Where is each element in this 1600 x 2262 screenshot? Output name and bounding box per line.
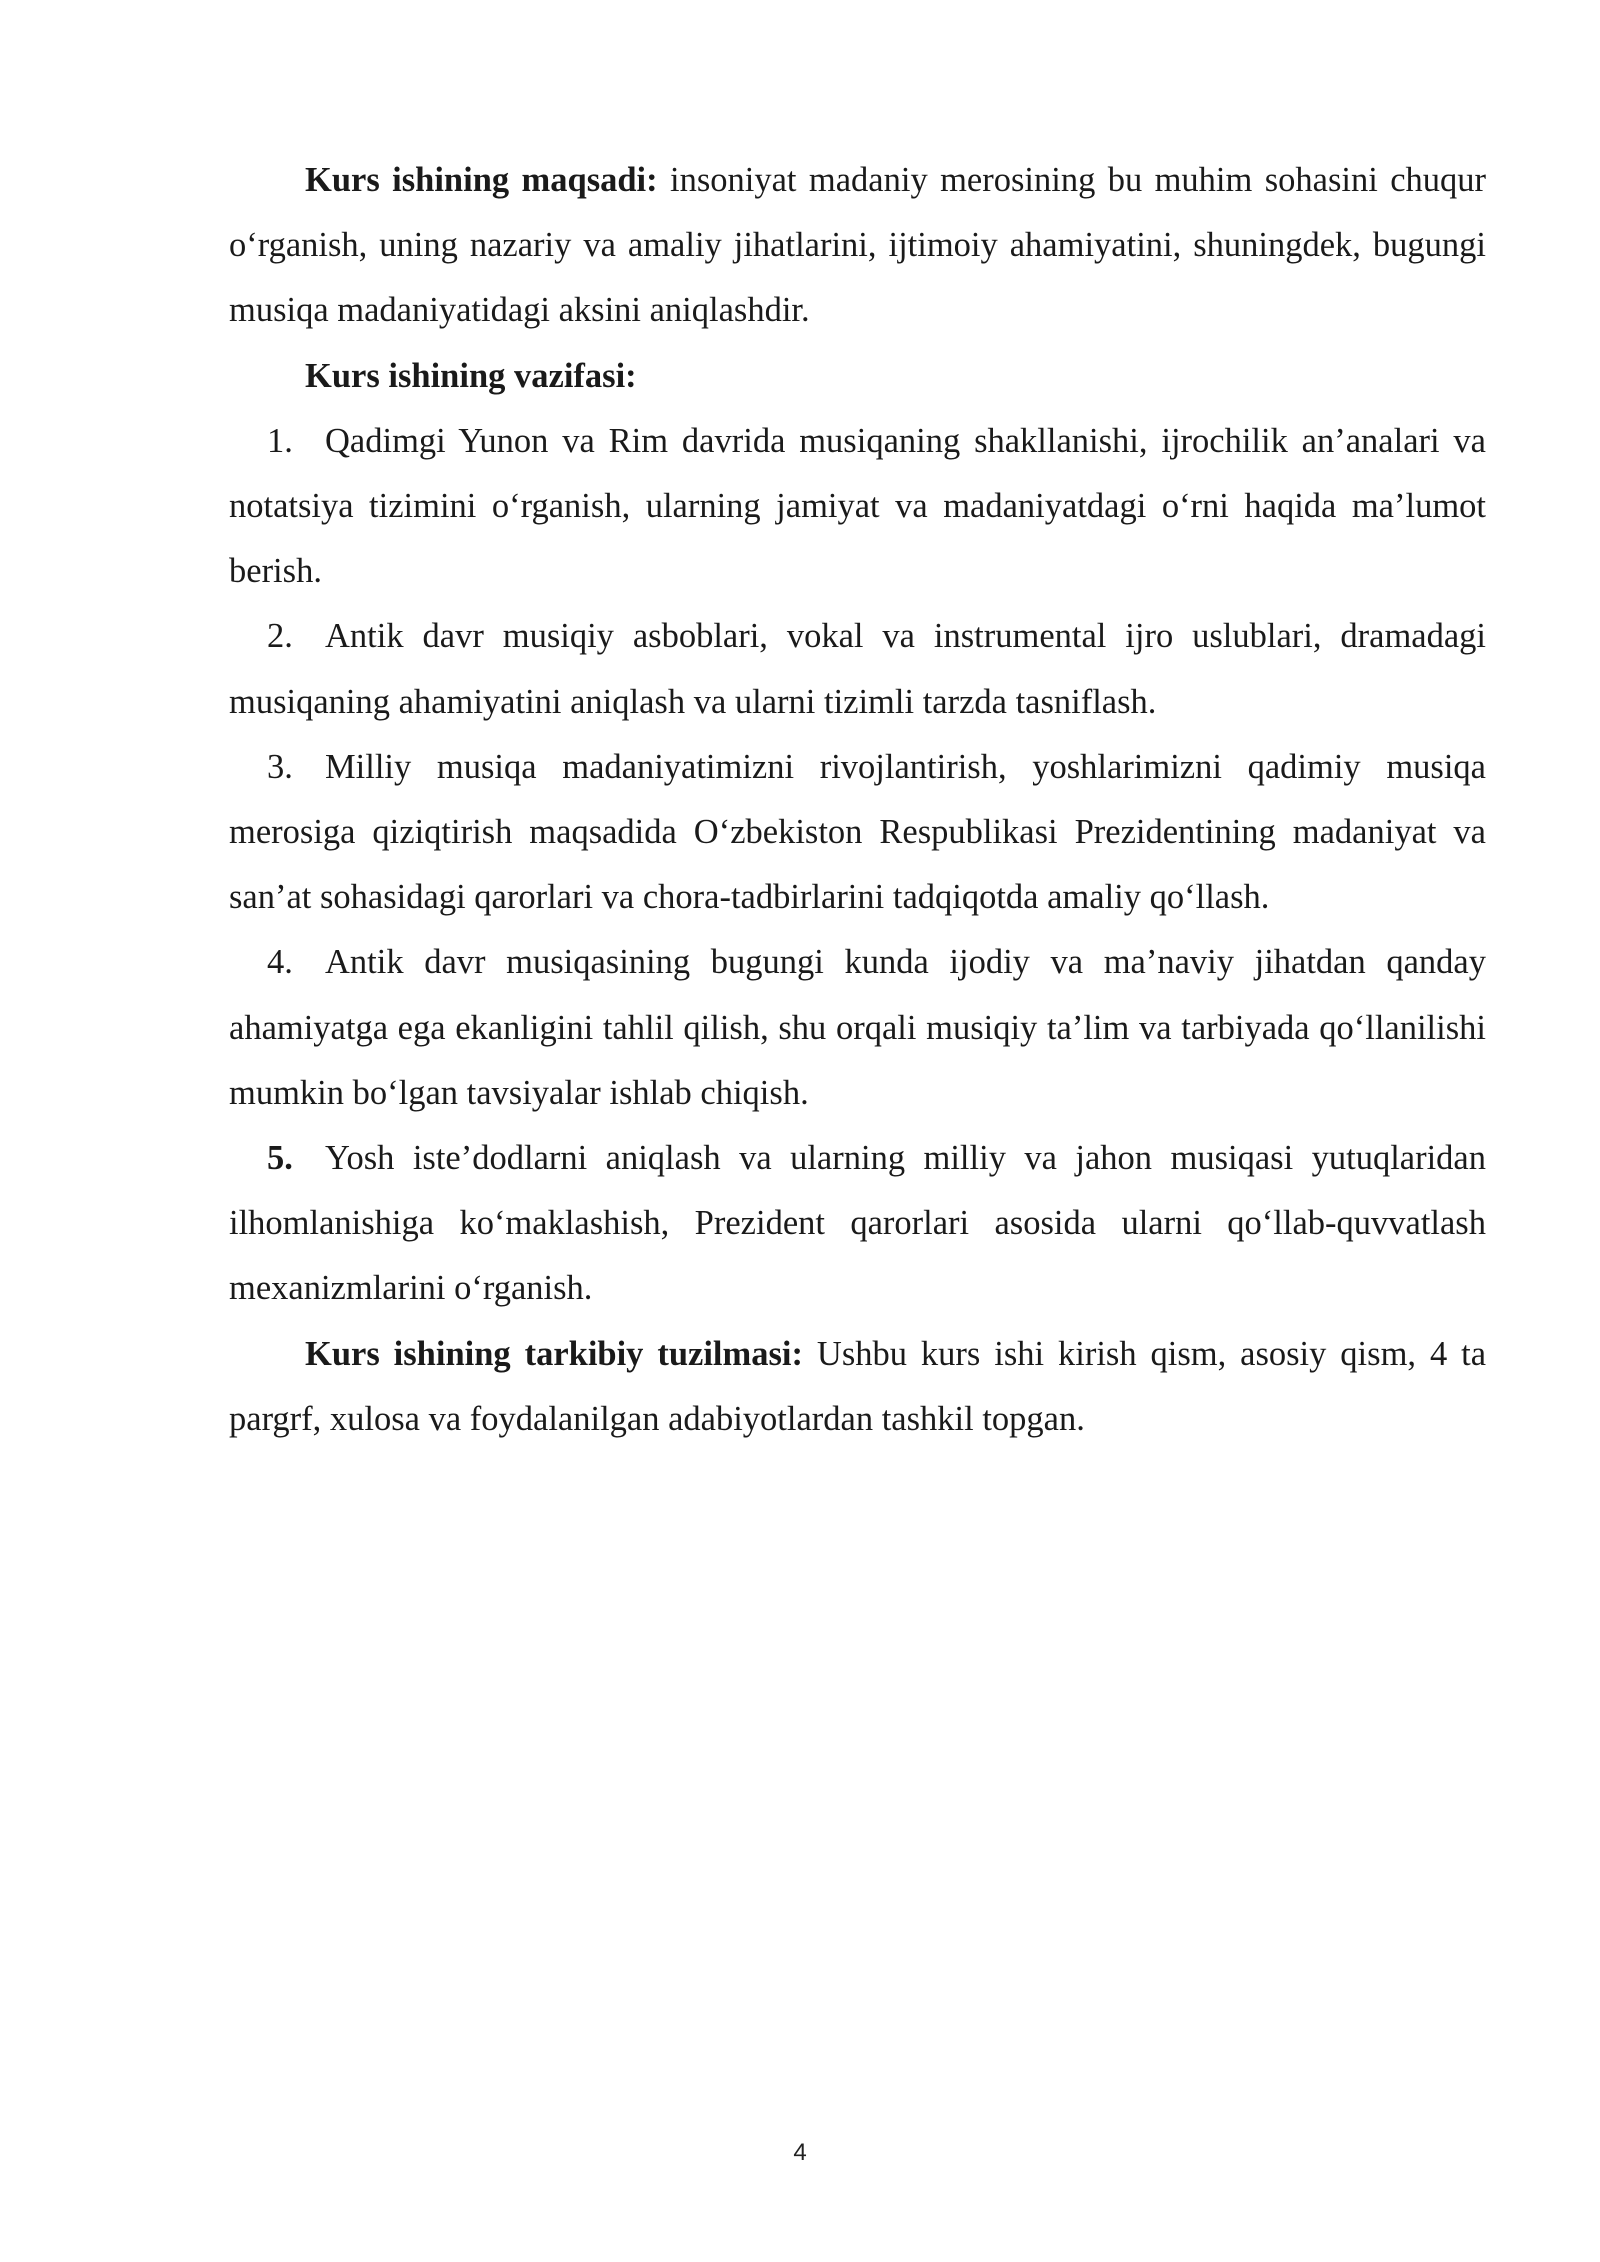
page-content <box>229 148 1486 1452</box>
tasks-heading: Kurs ishining vazifasi: <box>305 356 637 395</box>
purpose-text: insoniyat madaniy merosining bu muhim sohasini chuqur o‘rganish, uning nazariy va amaliy jihatlarini, ijtimoiy ahamiyatini, shuningdek, bugungi musiqa madaniyatidagi aksini aniqlashdir. <box>229 161 1486 330</box>
task-number: 1. <box>267 421 293 460</box>
task-text: Antik davr musiqasining bugungi kunda ijodiy va ma’naviy jihatdan qanday ahamiyatga ega ekanligini tahlil qilish, shu orqali musiqiy ta’lim va tarbiyada qo‘llanilishi mumkin bo‘lgan tavsiyalar ishlab chiqish. <box>229 943 1486 1112</box>
task-text: Yosh iste’dodlarni aniqlash va ularning milliy va jahon musiqasi yutuqlaridan ilhomlanishiga ko‘maklashish, Prezident qarorlari asosida ularni qo‘llab-quvvatlash mexanizmlarini o‘rganish. <box>229 1139 1486 1308</box>
page-number: 4 <box>793 2139 807 2166</box>
tasks-heading-paragraph <box>229 344 1486 409</box>
task-item-1 <box>229 409 1486 605</box>
task-item-2 <box>229 604 1486 734</box>
task-item-4 <box>229 930 1486 1126</box>
task-number: 2. <box>267 617 293 656</box>
task-number: 3. <box>267 747 293 786</box>
task-text: Antik davr musiqiy asboblari, vokal va instrumental ijro uslublari, dramadagi musiqaning ahamiyatini aniqlash va ularni tizimli tarzda tasniflash. <box>229 617 1486 721</box>
structure-text: Ushbu kurs ishi kirish qism, asosiy qism, 4 ta pargrf, xulosa va foydalanilgan adabiyotlardan tashkil topgan. <box>229 1334 1487 1438</box>
purpose-label: Kurs ishining maqsadi: <box>305 161 658 199</box>
structure-paragraph <box>229 1322 1486 1452</box>
task-item-5 <box>229 1126 1486 1322</box>
structure-label: Kurs ishining tarkibiy tuzilmasi: <box>305 1334 803 1373</box>
task-text: Qadimgi Yunon va Rim davrida musiqaning shakllanishi, ijrochilik an’analari va notatsiya tizimini o‘rganish, ularning jamiyat va madaniyatdagi o‘rni haqida ma’lumot berish. <box>229 421 1486 591</box>
task-text: Milliy musiqa madaniyatimizni rivojlantirish, yoshlarimizni qadimiy musiqa merosiga qiziqtirish maqsadida O‘zbekiston Respublikasi Prezidentining madaniyat va san’at sohasidagi qarorlari va chora-tadbirlarini tadqiqotda amaliy qo‘llash. <box>229 747 1486 917</box>
purpose-paragraph <box>229 148 1486 344</box>
task-number: 4. <box>267 943 293 982</box>
task-number: 5. <box>267 1139 293 1178</box>
task-item-3 <box>229 735 1486 931</box>
